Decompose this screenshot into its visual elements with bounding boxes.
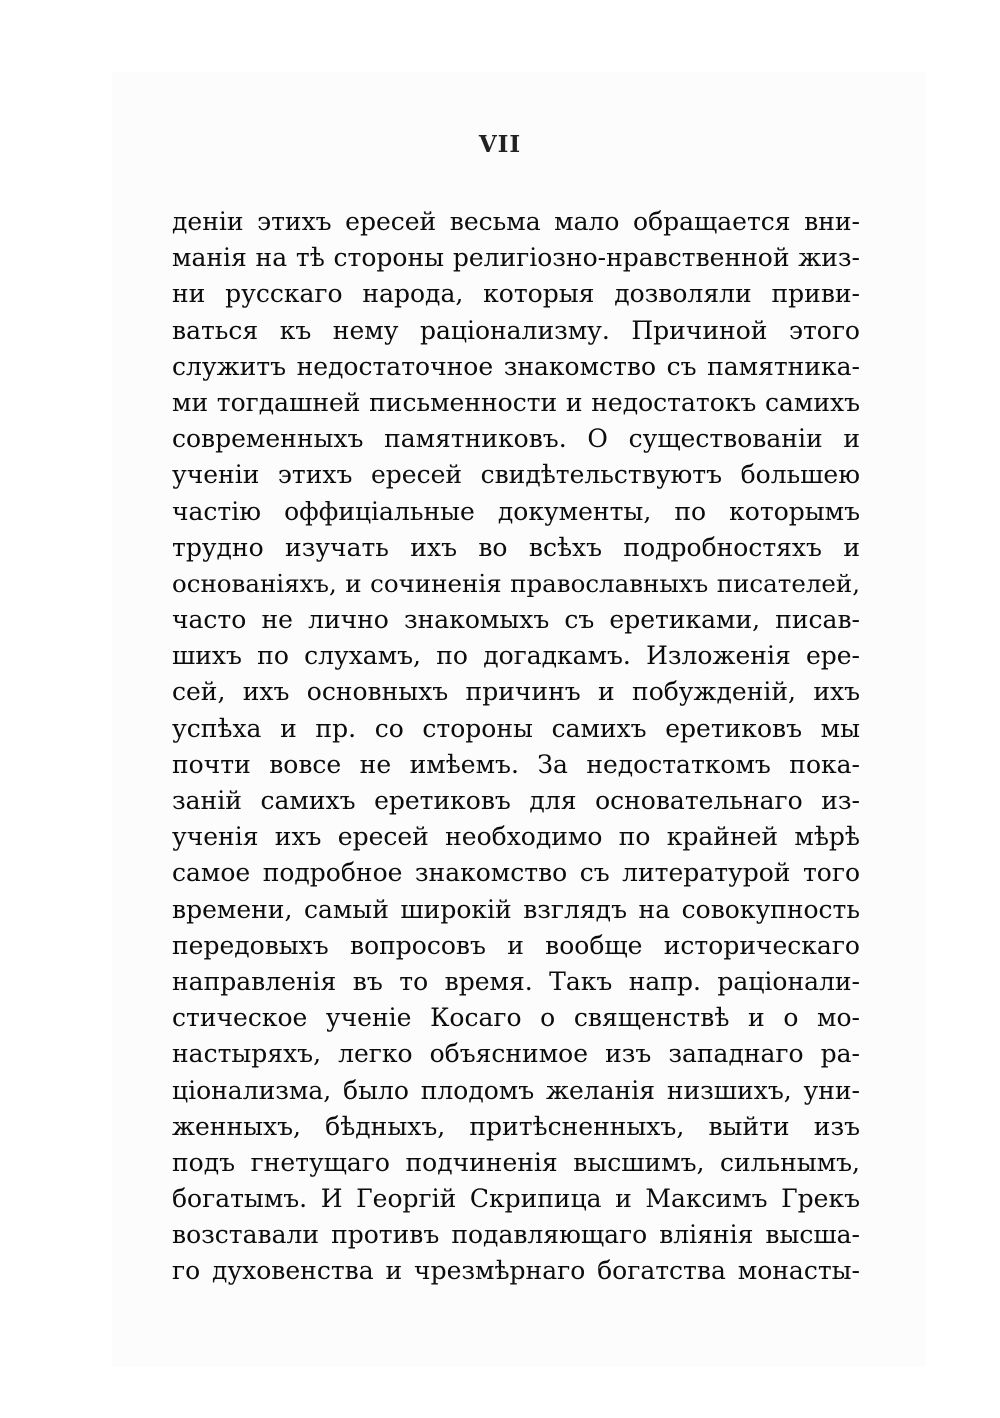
text-line: почти вовсе не имѣемъ. За недостаткомъ пока- xyxy=(172,749,860,779)
text-line: ми тогдашней письменности и недостатокъ самихъ xyxy=(172,387,860,417)
text-line: манiя на тѣ стороны религiозно-нравственной жиз- xyxy=(172,243,860,273)
text-line: современныхъ памятниковъ. О существованiи и xyxy=(172,424,860,454)
text-line: ученiи этихъ ересей свидѣтельствуютъ большею xyxy=(172,460,860,490)
text-line: основанiяхъ, и сочиненiя православныхъ писателей, xyxy=(172,568,860,598)
body-text xyxy=(172,204,860,1290)
text-line: ученiя ихъ ересей необходимо по крайней мѣрѣ xyxy=(172,822,860,852)
text-line: часто не лично знакомыхъ съ еретиками, писав- xyxy=(172,605,860,635)
text-line: ваться къ нему рацiонализму. Причиной этого xyxy=(172,315,860,345)
text-line: подъ гнетущаго подчиненiя высшимъ, сильнымъ, xyxy=(172,1147,860,1177)
text-line: денiи этихъ ересей весьма мало обращается вни- xyxy=(172,207,860,236)
text-line: женныхъ, бѣдныхъ, притѣсненныхъ, выйти изъ xyxy=(172,1111,860,1141)
text-line: частiю оффицiальные документы, по которымъ xyxy=(172,496,860,526)
text-line: шихъ по слухамъ, по догадкамъ. Изложенiя ере- xyxy=(172,641,860,671)
text-line: успѣха и пр. со стороны самихъ еретиковъ мы xyxy=(172,713,860,743)
text-line: передовыхъ вопросовъ и вообще историческаго xyxy=(172,930,860,960)
text-line: богатымъ. И Георгiй Скрипица и Максимъ Грекъ xyxy=(172,1184,860,1214)
text-line: возставали противъ подавляющаго влiянiя высша- xyxy=(172,1220,860,1250)
page-number: VII xyxy=(478,131,522,158)
text-line: цiонализма, было плодомъ желанiя низшихъ, уни- xyxy=(172,1075,860,1105)
text-line: самое подробное знакомство съ литературой того xyxy=(172,858,860,888)
text-line: ни русскаго народа, которыя дозволяли приви- xyxy=(172,279,860,309)
text-line: го духовенства и чрезмѣрнаго богатства монасты- xyxy=(172,1256,860,1286)
text-line: направленiя въ то время. Такъ напр. рацiонали- xyxy=(172,966,860,996)
text-line: трудно изучать ихъ во всѣхъ подробностяхъ и xyxy=(172,532,860,562)
text-line: сей, ихъ основныхъ причинъ и побужденiй, ихъ xyxy=(172,677,860,707)
text-line: стическое ученiе Косаго о священствѣ и о мо- xyxy=(172,1003,860,1033)
text-line: служитъ недостаточное знакомство съ памятника- xyxy=(172,351,860,381)
text-line: настыряхъ, легко объяснимое изъ западнаго ра- xyxy=(172,1039,860,1069)
text-line: времени, самый широкiй взглядъ на совокупность xyxy=(172,894,860,924)
text-line: занiй самихъ еретиковъ для основательнаго из- xyxy=(172,786,860,815)
